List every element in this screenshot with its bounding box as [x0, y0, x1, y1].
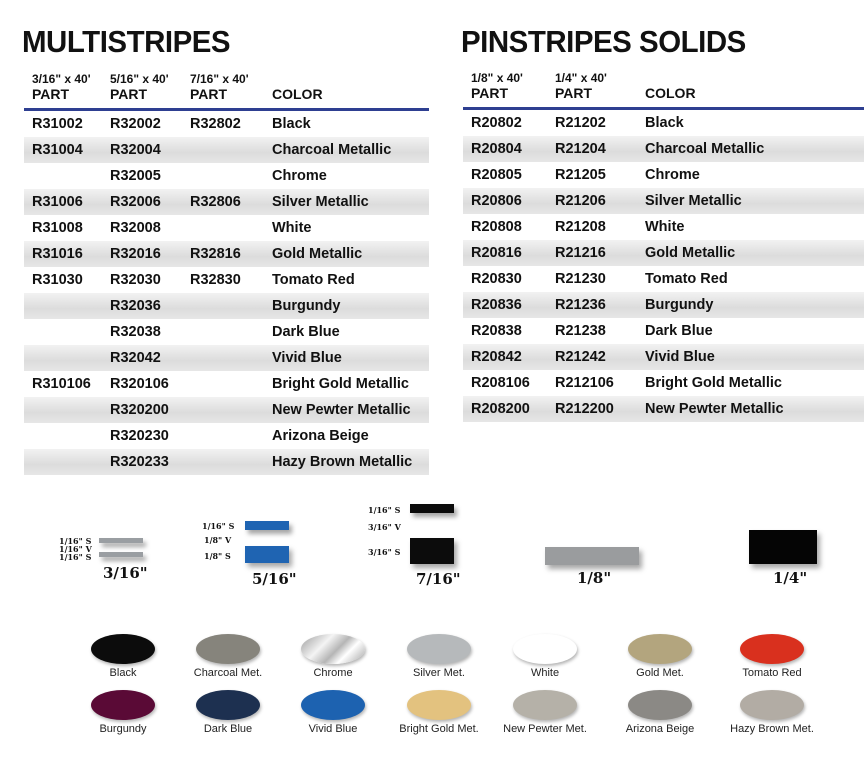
part-cell: R208106 [471, 375, 530, 391]
part-cell: R32830 [190, 272, 241, 288]
swatch-label: Dark Blue [203, 723, 253, 735]
part-cell: R21206 [555, 193, 606, 209]
swatch-oval [740, 634, 804, 664]
diagram-line-label: 1/8" S [204, 551, 231, 561]
part-cell: R20805 [471, 167, 522, 183]
swatch-oval [407, 634, 471, 664]
part-cell: R21216 [555, 245, 606, 261]
color-cell: Vivid Blue [645, 349, 715, 365]
multistripes-table [24, 72, 429, 475]
swatch-label: Burgundy [99, 723, 147, 735]
diagram-line-label: 1/16" V [59, 544, 92, 554]
swatch-oval [91, 634, 155, 664]
table-row [24, 215, 429, 241]
part-cell: R21205 [555, 167, 606, 183]
stripe-bar [749, 530, 817, 564]
color-swatch [495, 634, 595, 679]
table-row [463, 266, 864, 292]
part-cell: R20838 [471, 323, 522, 339]
swatch-label: New Pewter Met. [503, 723, 587, 735]
color-swatch [722, 634, 822, 679]
color-swatch [283, 690, 383, 735]
header-col-14 [555, 71, 607, 101]
table-row [24, 345, 429, 371]
color-swatch [610, 634, 710, 679]
part-cell: R32036 [110, 298, 161, 314]
part-cell: R212200 [555, 401, 614, 417]
header-label: PART [110, 86, 148, 102]
color-cell: Silver Metallic [645, 193, 742, 209]
table-row [463, 188, 864, 214]
part-cell: R20842 [471, 349, 522, 365]
pinstripes-header [463, 71, 864, 107]
color-swatch [283, 634, 383, 679]
header-size [272, 72, 323, 87]
part-cell: R32042 [110, 350, 161, 366]
header-label: PART [190, 86, 228, 102]
diagram-size-label: 7/16" [416, 570, 461, 588]
diagram-line-label: 1/8" V [204, 535, 232, 545]
part-cell: R32002 [110, 116, 161, 132]
diagram-3-16 [55, 536, 165, 596]
swatch-oval [196, 634, 260, 664]
diagram-size-label: 1/8" [577, 569, 612, 587]
part-cell: R320233 [110, 454, 169, 470]
header-size: 1/4" x 40' [555, 71, 607, 85]
swatch-oval [301, 690, 365, 720]
swatch-label: Bright Gold Met. [399, 723, 479, 735]
header-label: PART [471, 85, 509, 101]
table-row [463, 240, 864, 266]
header-size: 3/16" x 40' [32, 72, 91, 86]
diagram-line-label: 1/16" S [202, 521, 235, 531]
header-label: PART [32, 86, 70, 102]
diagram-line-label: 1/16" S [59, 552, 92, 562]
part-cell: R208200 [471, 401, 530, 417]
color-swatch [73, 690, 173, 735]
part-cell: R21204 [555, 141, 606, 157]
multistripes-title: MULTISTRIPES [22, 24, 231, 59]
color-cell: Vivid Blue [272, 350, 342, 366]
part-cell: R320200 [110, 402, 169, 418]
part-cell: R32016 [110, 246, 161, 262]
table-row [24, 423, 429, 449]
color-swatch [495, 690, 595, 735]
table-row [24, 319, 429, 345]
part-cell: R20808 [471, 219, 522, 235]
part-cell: R32005 [110, 168, 161, 184]
part-cell: R32004 [110, 142, 161, 158]
swatch-oval [91, 690, 155, 720]
header-col-color [272, 72, 323, 102]
multistripes-header [24, 72, 429, 108]
part-cell: R21202 [555, 115, 606, 131]
color-cell: Burgundy [645, 297, 714, 313]
swatch-label: Charcoal Met. [193, 667, 263, 679]
swatch-label: Chrome [313, 667, 353, 679]
table-row [463, 344, 864, 370]
header-size: 1/8" x 40' [471, 71, 523, 85]
table-row [24, 293, 429, 319]
table-row [24, 163, 429, 189]
stripe-bar [245, 521, 289, 530]
diagram-line-label: 3/16" V [368, 522, 401, 532]
part-cell: R20804 [471, 141, 522, 157]
swatch-oval [513, 690, 577, 720]
stripe-bar [545, 547, 639, 565]
color-cell: Arizona Beige [272, 428, 369, 444]
color-cell: Silver Metallic [272, 194, 369, 210]
pinstripes-table [463, 71, 864, 422]
swatch-label: Hazy Brown Met. [730, 723, 814, 735]
multistripes-rows [24, 111, 429, 475]
part-cell: R32806 [190, 194, 241, 210]
table-row [24, 397, 429, 423]
part-cell: R31004 [32, 142, 83, 158]
swatch-label: White [530, 667, 560, 679]
color-cell: White [645, 219, 685, 235]
swatch-oval [628, 690, 692, 720]
diagram-1-4 [745, 528, 835, 588]
diagram-5-16 [200, 518, 310, 588]
stripe-bar [99, 538, 143, 543]
swatch-label: Gold Met. [636, 667, 684, 679]
color-cell: Tomato Red [272, 272, 355, 288]
diagram-size-label: 3/16" [103, 564, 148, 582]
table-row [24, 241, 429, 267]
diagram-line-label: 1/16" S [368, 505, 401, 515]
diagram-7-16 [366, 502, 476, 592]
part-cell: R32008 [110, 220, 161, 236]
table-row [24, 137, 429, 163]
table-row [463, 396, 864, 422]
color-swatch [610, 690, 710, 735]
color-cell: Gold Metallic [272, 246, 363, 262]
stripe-bar [410, 504, 454, 513]
color-cell: Chrome [645, 167, 700, 183]
table-row [24, 371, 429, 397]
color-cell: New Pewter Metallic [272, 402, 411, 418]
color-swatch [389, 634, 489, 679]
swatch-label: Tomato Red [742, 667, 802, 679]
part-cell: R20836 [471, 297, 522, 313]
header-label: COLOR [272, 86, 323, 102]
part-cell: R20806 [471, 193, 522, 209]
part-cell: R320230 [110, 428, 169, 444]
color-cell: Hazy Brown Metallic [272, 454, 413, 470]
diagram-size-label: 5/16" [252, 570, 297, 588]
part-cell: R32816 [190, 246, 241, 262]
header-col-color [645, 71, 696, 101]
part-cell: R32802 [190, 116, 241, 132]
swatch-oval [513, 634, 577, 664]
color-swatch [389, 690, 489, 735]
part-cell: R20802 [471, 115, 522, 131]
color-cell: Dark Blue [645, 323, 713, 339]
header-col-18 [471, 71, 523, 101]
pinstripes-title: PINSTRIPES SOLIDS [461, 24, 746, 59]
part-cell: R20816 [471, 245, 522, 261]
part-cell: R310106 [32, 376, 91, 392]
color-cell: Charcoal Metallic [272, 142, 392, 158]
table-row [463, 292, 864, 318]
color-cell: Chrome [272, 168, 327, 184]
header-label: PART [555, 85, 593, 101]
diagram-size-label: 1/4" [773, 569, 808, 587]
color-cell: Black [645, 115, 684, 131]
table-row [24, 267, 429, 293]
diagram-1-8 [540, 545, 650, 590]
swatch-oval [196, 690, 260, 720]
header-col-316 [32, 72, 91, 102]
table-row [24, 111, 429, 137]
diagram-line-label: 3/16" S [368, 547, 401, 557]
color-swatch [178, 690, 278, 735]
part-cell: R32006 [110, 194, 161, 210]
header-col-716 [190, 72, 249, 102]
table-row [463, 110, 864, 136]
stripe-bar [99, 552, 143, 557]
color-cell: Burgundy [272, 298, 341, 314]
part-cell: R212106 [555, 375, 614, 391]
part-cell: R31002 [32, 116, 83, 132]
color-cell: Black [272, 116, 311, 132]
color-swatch [178, 634, 278, 679]
color-cell: Tomato Red [645, 271, 728, 287]
header-size: 5/16" x 40' [110, 72, 169, 86]
header-size [645, 71, 696, 86]
swatch-oval [628, 634, 692, 664]
header-size: 7/16" x 40' [190, 72, 249, 86]
part-cell: R20830 [471, 271, 522, 287]
color-cell: New Pewter Metallic [645, 401, 784, 417]
table-row [24, 189, 429, 215]
color-cell: Bright Gold Metallic [645, 375, 782, 391]
table-row [463, 136, 864, 162]
table-row [463, 162, 864, 188]
swatch-oval [301, 634, 365, 664]
stripe-bar [245, 546, 289, 563]
swatch-label: Black [109, 667, 137, 679]
part-cell: R32030 [110, 272, 161, 288]
swatch-label: Vivid Blue [308, 723, 358, 735]
table-row [24, 449, 429, 475]
table-row [463, 370, 864, 396]
header-col-516 [110, 72, 169, 102]
swatch-label: Arizona Beige [625, 723, 695, 735]
part-cell: R21230 [555, 271, 606, 287]
swatch-label: Silver Met. [413, 667, 465, 679]
part-cell: R21208 [555, 219, 606, 235]
part-cell: R32038 [110, 324, 161, 340]
pinstripes-rows [463, 110, 864, 422]
part-cell: R21242 [555, 349, 606, 365]
color-cell: Charcoal Metallic [645, 141, 765, 157]
color-swatch [73, 634, 173, 679]
color-swatch [722, 690, 822, 735]
part-cell: R21236 [555, 297, 606, 313]
color-cell: White [272, 220, 312, 236]
color-cell: Dark Blue [272, 324, 340, 340]
part-cell: R31016 [32, 246, 83, 262]
part-cell: R31008 [32, 220, 83, 236]
part-cell: R31006 [32, 194, 83, 210]
table-row [463, 214, 864, 240]
swatch-oval [740, 690, 804, 720]
swatch-oval [407, 690, 471, 720]
part-cell: R31030 [32, 272, 83, 288]
table-row [463, 318, 864, 344]
color-cell: Gold Metallic [645, 245, 736, 261]
color-cell: Bright Gold Metallic [272, 376, 409, 392]
part-cell: R320106 [110, 376, 169, 392]
part-cell: R21238 [555, 323, 606, 339]
stripe-bar [410, 538, 454, 564]
diagram-line-label: 1/16" S [59, 536, 92, 546]
header-label: COLOR [645, 85, 696, 101]
